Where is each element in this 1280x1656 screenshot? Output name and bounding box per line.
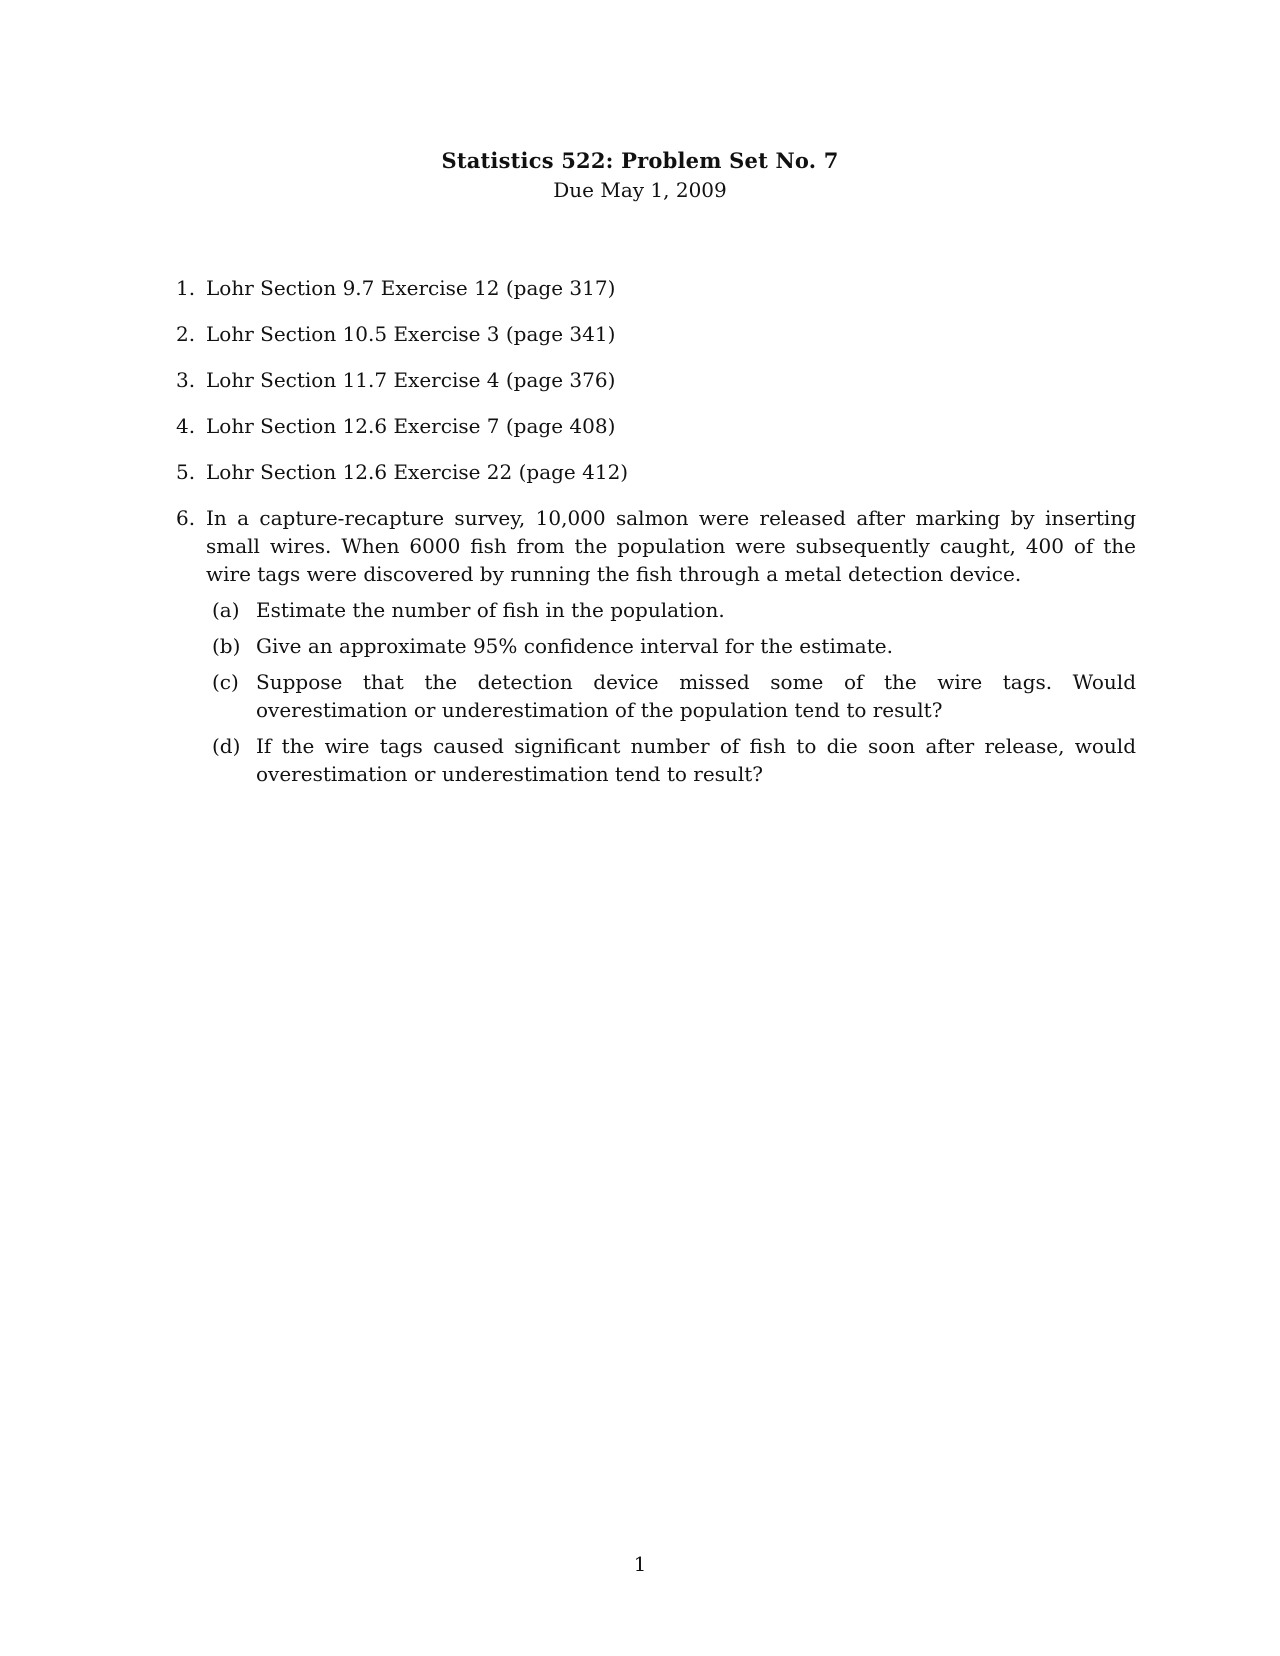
part-text: Give an approximate 95% confidence interval for the estimate. xyxy=(256,634,893,658)
problem-number: 4. xyxy=(176,414,196,438)
problem-list xyxy=(176,274,1136,806)
problem-text: Lohr Section 12.6 Exercise 7 (page 408) xyxy=(206,414,616,438)
problem-number: 5. xyxy=(176,460,196,484)
problem-item-4 xyxy=(176,412,1136,440)
due-date: Due May 1, 2009 xyxy=(553,178,727,202)
part-text: Suppose that the detection device missed some of the wire tags. Would overestimation or underestimation of the population tend to result? xyxy=(256,670,1136,722)
problem-text: Lohr Section 11.7 Exercise 4 (page 376) xyxy=(206,368,616,392)
part-label: (c) xyxy=(212,670,239,694)
problem-part-d xyxy=(206,732,1136,788)
problem-number: 3. xyxy=(176,368,196,392)
part-label: (a) xyxy=(212,598,240,622)
part-text: If the wire tags caused significant number of fish to die soon after release, would overestimation or underestimation tend to result? xyxy=(256,734,1136,786)
problem-item-5 xyxy=(176,458,1136,486)
part-label: (b) xyxy=(212,634,241,658)
problem-number: 6. xyxy=(176,506,196,530)
problem-text: In a capture-recapture survey, 10,000 salmon were released after marking by inserting small wires. When 6000 fish from the population were subsequently caught, 400 of the wire tags were discovered by running the fish through a metal detection device. xyxy=(206,506,1136,586)
problem-item-6 xyxy=(176,504,1136,788)
problem-part-b xyxy=(206,632,1136,660)
problem-part-a xyxy=(206,596,1136,624)
problem-text: Lohr Section 12.6 Exercise 22 (page 412) xyxy=(206,460,629,484)
problem-parts xyxy=(206,596,1136,788)
page-title: Statistics 522: Problem Set No. 7 xyxy=(441,148,839,173)
problem-item-2 xyxy=(176,320,1136,348)
problem-number: 1. xyxy=(176,276,196,300)
problem-item-1 xyxy=(176,274,1136,302)
problem-text: Lohr Section 9.7 Exercise 12 (page 317) xyxy=(206,276,616,300)
problem-text: Lohr Section 10.5 Exercise 3 (page 341) xyxy=(206,322,616,346)
page-number: 1 xyxy=(633,1552,647,1576)
problem-number: 2. xyxy=(176,322,196,346)
part-label: (d) xyxy=(212,734,241,758)
part-text: Estimate the number of fish in the population. xyxy=(256,598,725,622)
problem-part-c xyxy=(206,668,1136,724)
problem-item-3 xyxy=(176,366,1136,394)
